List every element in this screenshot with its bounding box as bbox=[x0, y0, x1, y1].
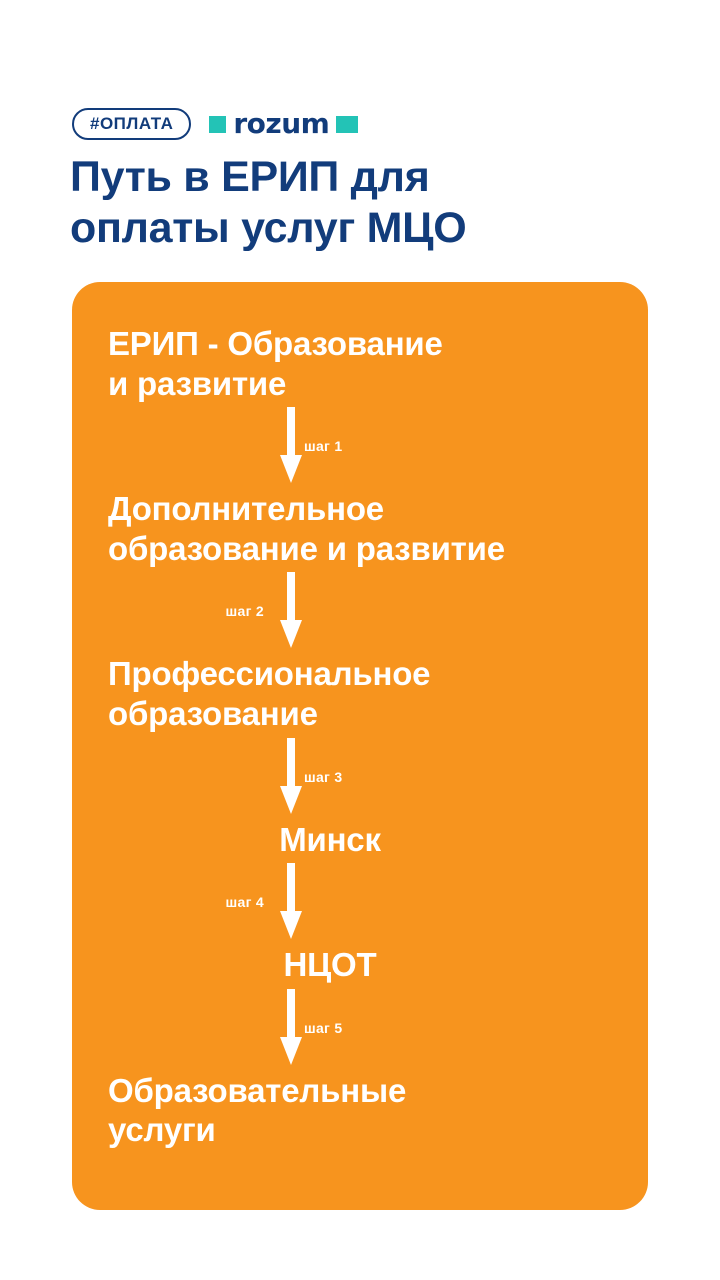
flow-node-2-line-2: образование и развитие bbox=[108, 529, 505, 567]
flow-step-label-4: шаг 4 bbox=[225, 894, 264, 911]
arrow-down-icon bbox=[280, 863, 302, 941]
flow-connector-5 bbox=[108, 985, 612, 1071]
flow-node-2 bbox=[108, 489, 612, 568]
flow-connector-3 bbox=[108, 734, 612, 820]
flow-step-label-2: шаг 2 bbox=[225, 603, 264, 620]
flow-connector-2 bbox=[108, 568, 612, 654]
flow-node-6-line-2: услуги bbox=[108, 1111, 216, 1149]
flow-connector-4 bbox=[108, 859, 612, 945]
logo-square-right-icon bbox=[336, 116, 358, 133]
logo-text: rozum bbox=[233, 107, 330, 140]
flow-node-3 bbox=[108, 654, 612, 733]
flow-node-1-line-1: ЕРИП - Образование bbox=[108, 325, 443, 362]
flow-node-3-line-2: образование bbox=[108, 694, 318, 732]
flow-arrow-3-wrap bbox=[280, 734, 302, 820]
flow-node-6-line-1: Образовательные bbox=[108, 1071, 407, 1109]
flow-node-6 bbox=[108, 1071, 612, 1150]
flow-node-1 bbox=[108, 324, 612, 403]
rozum-logo bbox=[209, 107, 358, 140]
flow-node-1-line-2: и развитие bbox=[108, 364, 287, 402]
flow-arrow-2-wrap bbox=[280, 568, 302, 654]
flow-arrow-4-wrap bbox=[280, 859, 302, 945]
flow-step-label-3: шаг 3 bbox=[304, 768, 343, 785]
flow-diagram bbox=[108, 324, 612, 1170]
arrow-down-icon bbox=[280, 572, 302, 650]
flow-node-4-line-1: Минск bbox=[279, 820, 381, 858]
flow-step-label-1: шаг 1 bbox=[304, 438, 343, 455]
flow-node-4 bbox=[108, 820, 612, 860]
page-title-line-1: Путь в ЕРИП для bbox=[70, 153, 430, 201]
flow-card bbox=[72, 282, 648, 1210]
flow-arrow-1-wrap bbox=[280, 403, 302, 489]
flow-node-2-line-1: Дополнительное bbox=[108, 490, 384, 528]
logo-square-left-icon bbox=[209, 116, 226, 133]
flow-node-5 bbox=[108, 945, 612, 985]
flow-node-3-line-1: Профессиональное bbox=[108, 655, 431, 693]
page-title-line-2: оплаты услуг МЦО bbox=[70, 203, 467, 252]
flow-connector-1 bbox=[108, 403, 612, 489]
flow-step-label-5: шаг 5 bbox=[304, 1019, 343, 1036]
badge-row bbox=[72, 108, 358, 140]
arrow-down-icon bbox=[280, 407, 302, 485]
arrow-down-icon bbox=[280, 738, 302, 816]
flow-node-5-line-1: НЦОТ bbox=[283, 946, 377, 984]
hashtag-badge: #ОПЛАТА bbox=[72, 108, 191, 140]
flow-arrow-5-wrap bbox=[280, 985, 302, 1071]
page-title bbox=[70, 152, 630, 253]
arrow-down-icon bbox=[280, 989, 302, 1067]
